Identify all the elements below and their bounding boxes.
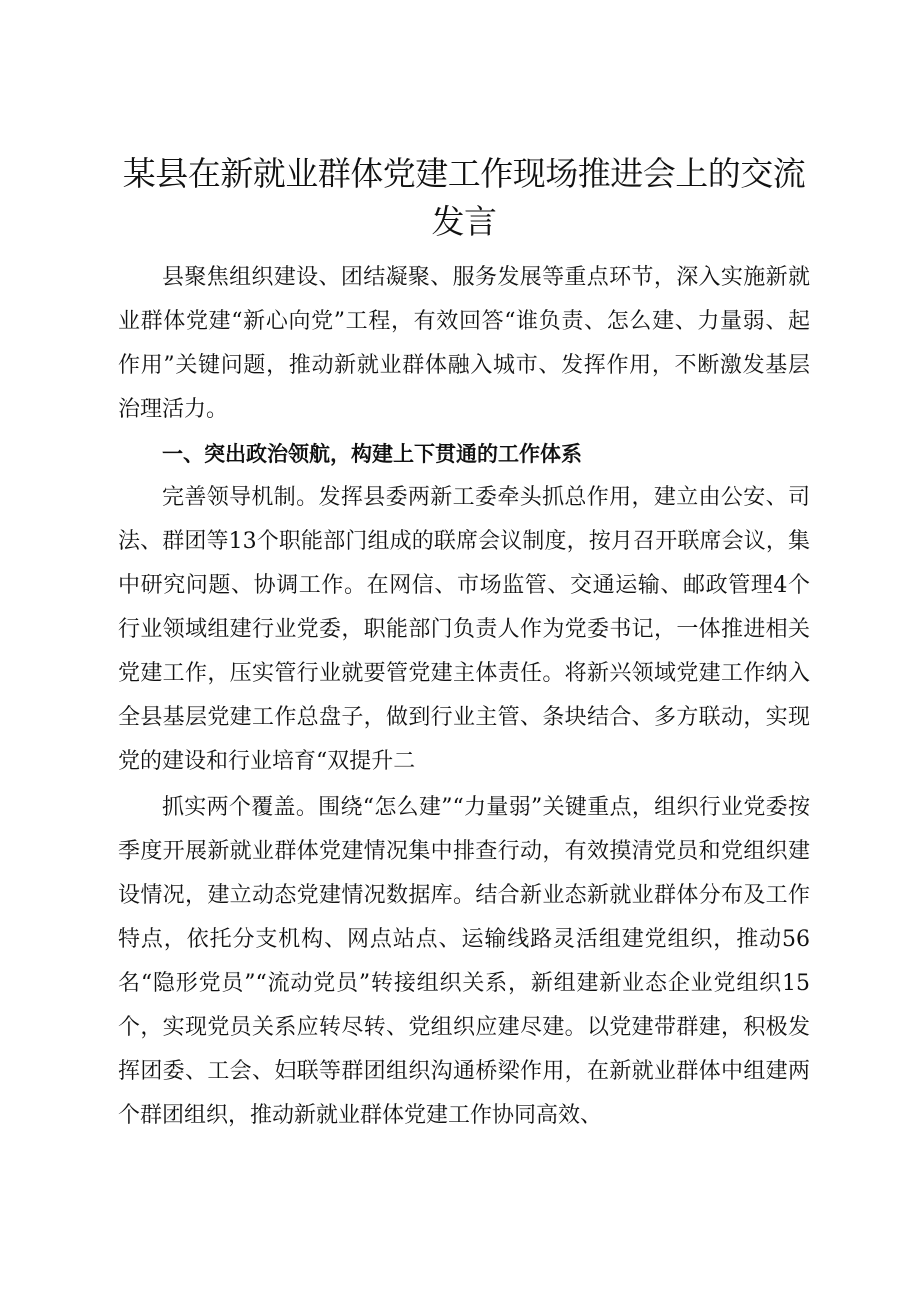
paragraph-leadership-mechanism: 完善领导机制。发挥县委两新工委牵头抓总作用，建立由公安、司法、群团等13个职能部门组成的联席会议制度，按月召开联席会议，集中研究问题、协调工作。在网信、市场监管、交通运输、邮政管理4个行业领域组建行业党委，职能部门负责人作为党委书记，一体推进相关党建工作，压实管行业就要管党建主体责任。将新兴领域党建工作纳入全县基层党建工作总盘子，做到行业主管、条块结合、多方联动，实现党的建设和行业培育“双提升二	[118, 485, 810, 774]
document-page	[118, 150, 810, 1138]
section-heading-1: 一、突出政治领航，构建上下贯通的工作体系	[162, 442, 582, 466]
intro-paragraph: 县聚焦组织建设、团结凝聚、服务发展等重点环节，深入实施新就业群体党建“新心向党”工程，有效回答“谁负责、怎么建、力量弱、起作用”关键问题，推动新就业群体融入城市、发挥作用，不断激发基层治理活力。	[118, 265, 810, 422]
document-title: 某县在新就业群体党建工作现场推进会上的交流发言	[122, 154, 806, 241]
paragraph-two-coverages: 抓实两个覆盖。围绕“怎么建”“力量弱”关键重点，组织行业党委按季度开展新就业群体党建情况集中排查行动，有效摸清党员和党组织建设情况，建立动态党建情况数据库。结合新业态新就业群体分布及工作特点，依托分支机构、网点站点、运输线路灵活组建党组织，推动56名“隐形党员”“流动党员”转接组织关系，新组建新业态企业党组织15个，实现党员关系应转尽转、党组织应建尽建。以党建带群建，积极发挥团委、工会、妇联等群团组织沟通桥梁作用，在新就业群体中组建两个群团组织，推动新就业群体党建工作协同高效、	[118, 795, 810, 1128]
